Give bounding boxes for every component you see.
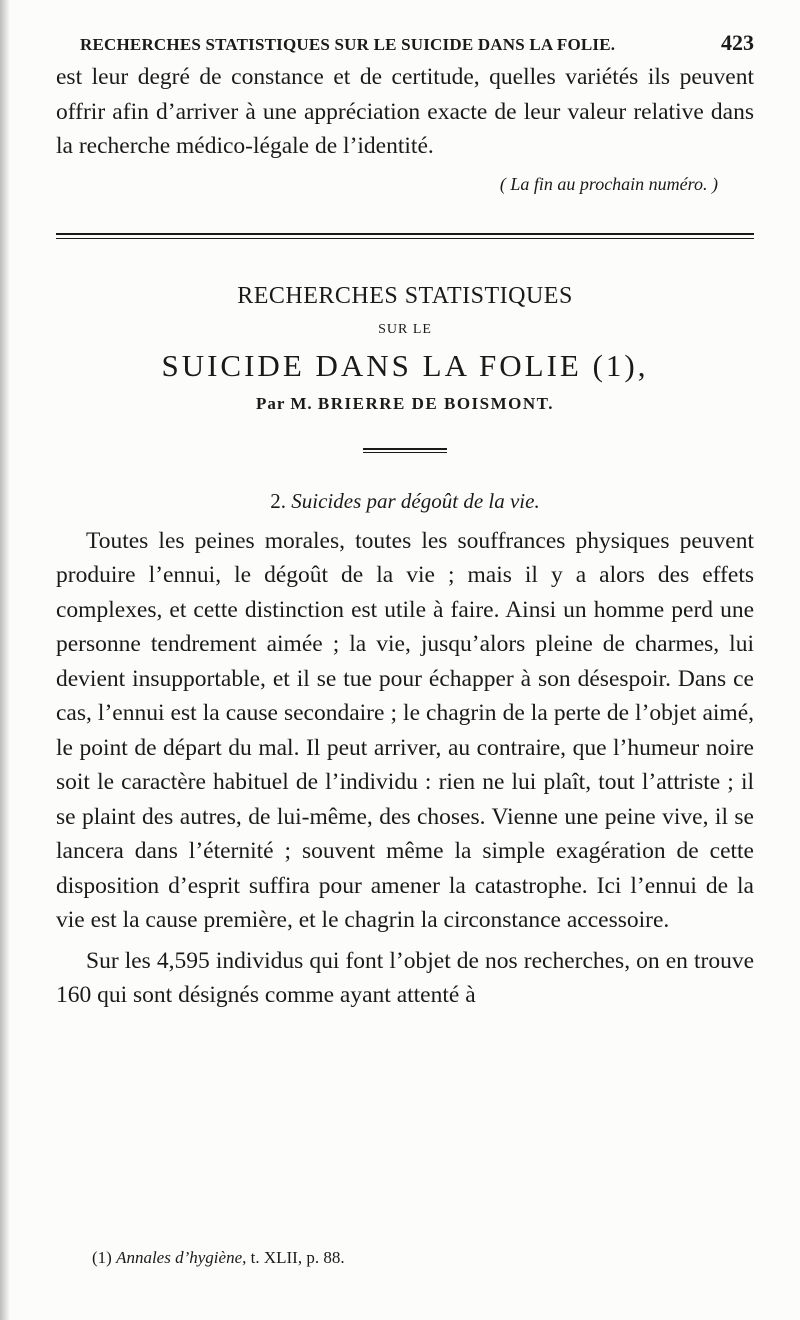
article-body	[56, 524, 754, 1013]
page-number: 423	[721, 30, 754, 55]
section-title: Suicides par dégoût de la vie.	[291, 488, 540, 513]
title-underline-rule	[363, 448, 447, 453]
body-paragraph: Sur les 4,595 individus qui font l’objet de nos recherches, on en trouve 160 qui sont désignés comme ayant attenté à	[56, 947, 754, 1008]
body-paragraph: Toutes les peines morales, toutes les souffrances physiques peuvent produire l’ennui, le dégoût de la vie ; mais il y a alors des effets complexes, et cette distinction est utile à faire. Ainsi un homme perd une personne tendrement aimée ; la vie, jusqu’alors pleine de charmes, lui devient insupportable, et il se tue pour échapper à son désespoir. Dans ce cas, l’ennui est la cause secondaire ; le chagrin de la perte de l’objet aimé, le point de départ du mal. Il peut arriver, au contraire, que l’humeur noire soit le caractère habituel de l’individu : rien ne lui plaît, tout l’attriste ; il se plaint des autres, de lui-même, des choses. Vienne une peine vive, il se lancera dans l’éternité ; souvent même la simple exagération de cette disposition d’esprit suffira pour amener la catastrophe. Ici l’ennui de la vie est la cause première, et le chagrin la circonstance accessoire.	[56, 527, 754, 933]
footnote	[92, 1248, 345, 1268]
article-subtitle: SUICIDE DANS LA FOLIE (1),	[161, 347, 649, 383]
footnote-marker: (1)	[92, 1248, 112, 1267]
footnote-reference: , t. XLII, p. 88.	[242, 1248, 345, 1267]
article-separator-rule	[56, 233, 754, 239]
article-title-connector: SUR LE	[378, 321, 432, 337]
author-name: BRIERRE DE BOISMONT.	[317, 393, 554, 413]
page-edge-shadow	[0, 0, 10, 1320]
continuation-note: ( La fin au prochain numéro. )	[499, 173, 718, 194]
section-heading	[56, 489, 754, 514]
article-title: RECHERCHES STATISTIQUES	[237, 282, 573, 309]
running-title: RECHERCHES STATISTIQUES SUR LE SUICIDE DANS LA FOLIE.	[80, 35, 616, 54]
author-prefix: Par M.	[255, 393, 313, 413]
section-number: 2.	[270, 488, 287, 513]
previous-article-closing-paragraph: est leur degré de constance et de certitude, quelles variétés ils peuvent offrir afin d’arriver à une appréciation exacte de leur valeur relative dans la recherche médico-légale de l’identité.	[56, 64, 754, 159]
running-header	[56, 30, 754, 56]
author-line	[56, 394, 754, 414]
footnote-source: Annales d’hygiène	[116, 1248, 243, 1267]
